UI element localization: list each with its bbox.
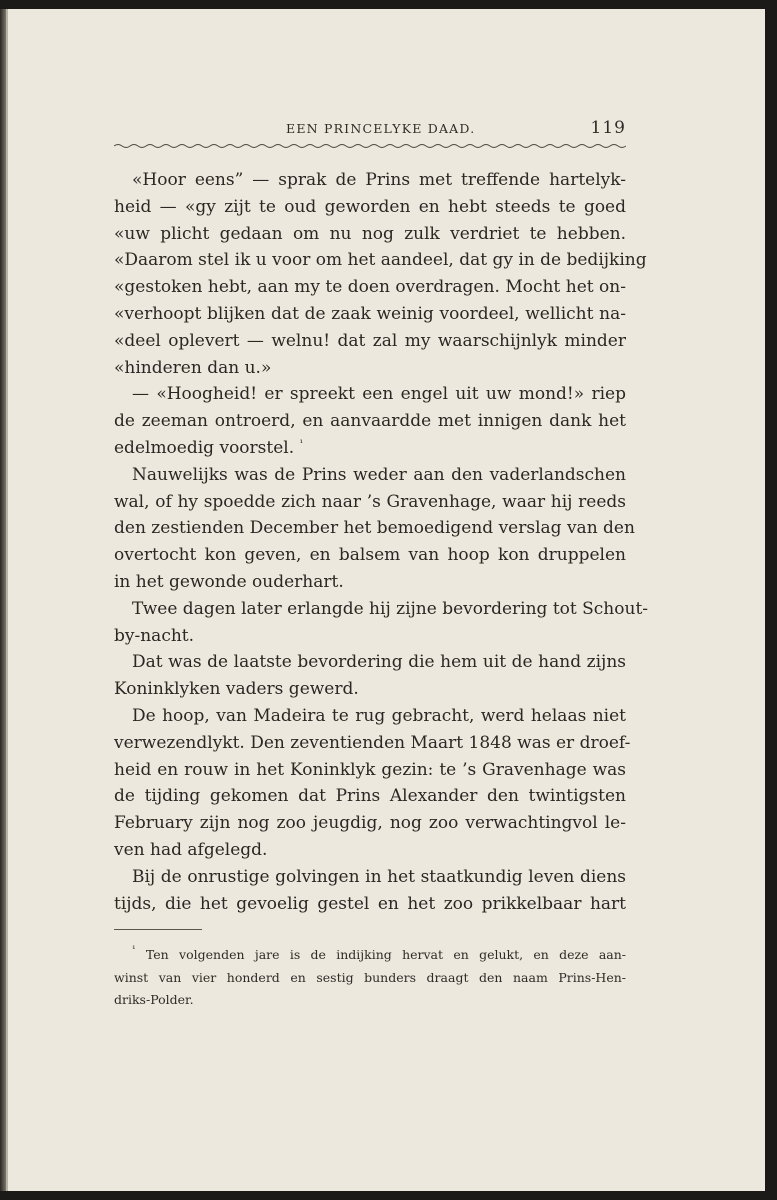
footnote-line	[114, 944, 626, 967]
text-line: ven had afgelegd.	[114, 839, 268, 860]
text-line: «hinderen dan u.»	[114, 357, 272, 378]
footnote	[114, 944, 626, 1012]
page-header	[114, 118, 626, 141]
text-line: Twee dagen later erlangde hij zijne bevordering tot Schout-	[132, 598, 649, 619]
footnote-separator	[114, 929, 202, 930]
text-line: tijds, die het gevoelig gestel en het zoo prikkelbaar hart	[114, 893, 626, 914]
text-line: «deel oplevert — welnu! dat zal my waarschijnlyk minder	[114, 330, 626, 351]
text-line: «Hoor eens” — sprak de Prins met treffende hartelyk-	[132, 170, 626, 190]
text-line: «verhoopt blijken dat de zaak weinig voordeel, wellicht na-	[114, 303, 626, 324]
text-line: verwezendlykt. Den zeventienden Maart 1848 was er droef-	[114, 732, 631, 753]
footnote-reference: ¹	[299, 438, 304, 449]
text-line-with-footnote-ref	[114, 435, 626, 462]
text-line: heid — «gy zijt te oud geworden en hebt steeds te goed	[114, 196, 626, 217]
text-line: by-nacht.	[114, 625, 195, 646]
running-title: EEN PRINCELYKE DAAD.	[286, 121, 476, 136]
text-line: wal, of hy spoedde zich naar ’s Gravenhage, waar hij reeds	[114, 491, 626, 512]
text-line: «Daarom stel ik u voor om het aandeel, dat gy in de bedijking	[114, 250, 647, 271]
text-line: de zeeman ontroerd, en aanvaardde met innigen dank het	[114, 411, 626, 432]
text-line: edelmoedig voorstel.	[114, 437, 295, 458]
text-line: overtocht kon geven, en balsem van hoop kon druppelen	[114, 545, 626, 566]
text-line: de tijding gekomen dat Prins Alexander den twintigsten	[114, 786, 626, 807]
header-wavy-rule	[114, 142, 626, 150]
text-line: — «Hoogheid! er spreekt een engel uit uw mond!» riep	[132, 384, 626, 405]
text-line: «gestoken hebt, aan my te doen overdragen. Mocht het on-	[114, 277, 626, 298]
text-line: heid en rouw in het Koninklyk gezin: te ’s Gravenhage was	[114, 759, 626, 780]
footnote-marker: ¹	[132, 945, 136, 955]
text-line: De hoop, van Madeira te rug gebracht, werd helaas niet	[132, 705, 626, 726]
text-line: Dat was de laatste bevordering die hem uit de hand zijns	[132, 652, 626, 673]
text-line: Koninklyken vaders gewerd.	[114, 679, 359, 700]
body-text	[114, 167, 649, 917]
text-line: Nauwelijks was de Prins weder aan den vaderlandschen	[132, 464, 626, 485]
text-line: February zijn nog zoo jeugdig, nog zoo verwachtingvol le-	[114, 813, 626, 834]
text-line: in het gewonde ouderhart.	[114, 571, 344, 592]
footnote-line: driks-Polder.	[114, 992, 194, 1008]
text-line: «uw plicht gedaan om nu nog zulk verdriet te hebben.	[114, 223, 626, 244]
page-number: 119	[590, 118, 626, 138]
text-line: Bij de onrustige golvingen in het staatkundig leven diens	[132, 866, 626, 887]
footnote-text: Ten volgenden jare is de indijking hervat en gelukt, en deze aan-	[145, 947, 626, 962]
footnote-line: winst van vier honderd en sestig bunders draagt den naam Prins-Hen-	[114, 969, 626, 985]
text-line: den zestienden December het bemoedigend verslag van den	[114, 518, 635, 539]
